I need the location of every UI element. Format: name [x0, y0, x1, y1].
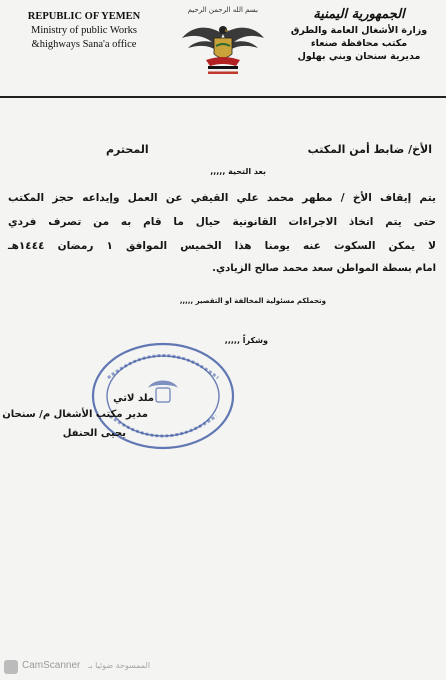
signature-handwriting: ملد لاتي: [113, 393, 154, 404]
office-name-ar: مكتب محافظة صنعاء: [310, 38, 408, 49]
scanner-footer: [0, 656, 446, 680]
ministry-name-ar: وزارة الأشغال العامة والطرق: [290, 25, 428, 36]
body-paragraph-line: لا يمكن السكوت عنه يومنا هذا الخميس الموافق ١ رمضان ١٤٤٤هـ: [8, 240, 437, 252]
district-name-ar: مديرية سنحان وبني بهلول: [297, 51, 421, 62]
english-letterhead: [14, 10, 154, 52]
scanned-note: الممسوحة ضوئيا بـ: [88, 661, 151, 670]
basmala-text: بسم الله الرحمن الرحيم: [187, 6, 258, 14]
arabic-letterhead: [284, 6, 434, 63]
thanks-line: وشكراً ,,,,,: [224, 336, 268, 345]
camscanner-logo-icon: [4, 660, 18, 674]
office-name-en: &highways Sana'a office: [31, 39, 137, 50]
recipient-line: الأخ/ ضابط أمن المكتب: [307, 143, 432, 156]
body-paragraph-line: يتم إيقاف الأخ / مطهر محمد علي القيفي عن العمل وإيداعه حجز المكتب: [8, 192, 436, 204]
camscanner-label: CamScanner: [22, 660, 81, 671]
body-paragraph-line: حتى يتم اتخاذ الاجراءات القانونية حيال ما قام به من تصرف فردي: [8, 216, 436, 228]
greeting-line: بعد التحية ,,,,,: [210, 167, 266, 176]
responsibility-line: وتحملكم مسئولية المخالفة او التقصير ,,,,,: [179, 297, 326, 305]
signature-name: يحيى الحنفل: [62, 428, 126, 439]
header-divider: [0, 96, 446, 98]
ministry-name-en: Ministry of public Works: [31, 25, 137, 36]
signature-title: مدير مكتب الأشغال م/ سنحان: [2, 409, 148, 420]
respected-label: المحترم: [106, 143, 149, 156]
yemen-eagle-emblem-icon: [178, 16, 268, 76]
country-name-ar: الجمهورية اليمنية: [313, 7, 405, 22]
country-name-en: REPUBLIC OF YEMEN: [27, 11, 141, 22]
body-paragraph-line: امام بسطة المواطن سعد محمد صالح الزيادي.: [212, 263, 436, 274]
